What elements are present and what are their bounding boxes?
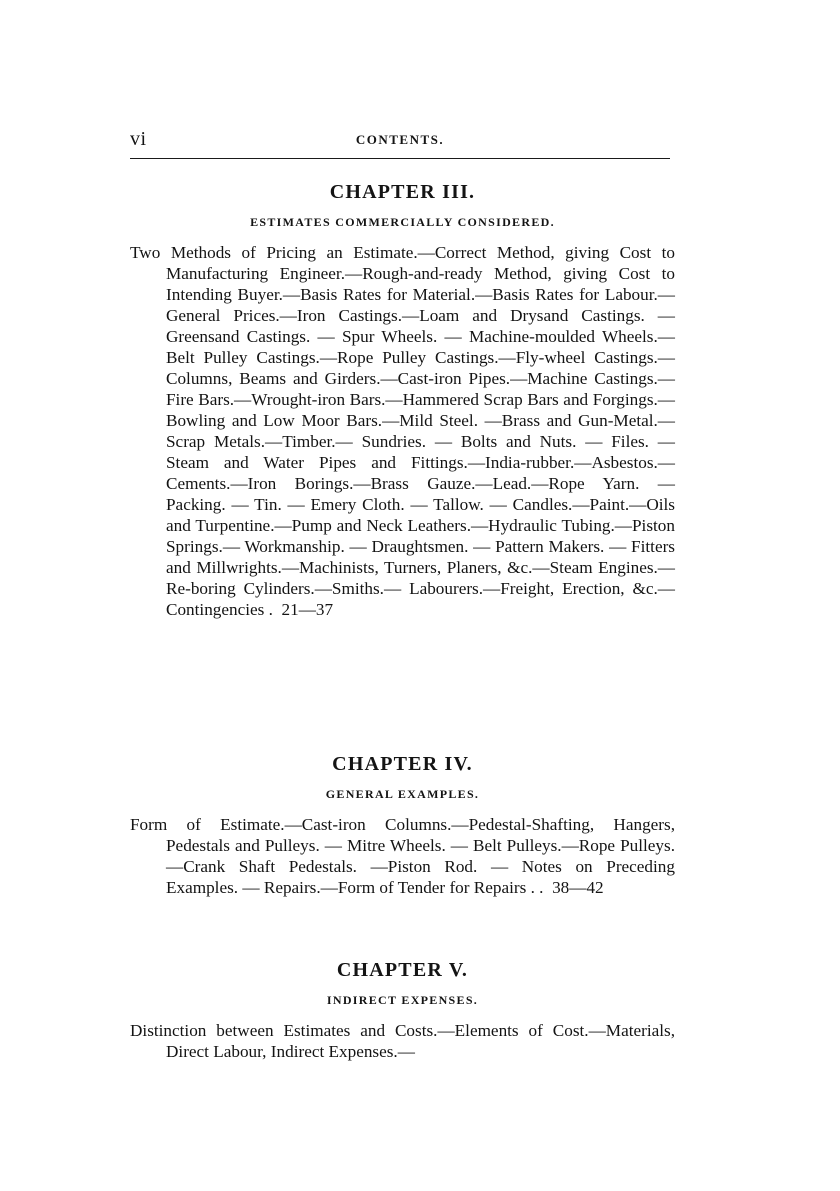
chapter-subtitle: GENERAL EXAMPLES.	[325, 787, 480, 801]
header-rule	[130, 158, 670, 159]
chapter-iv-entry	[130, 752, 675, 898]
page-header	[130, 128, 670, 154]
running-head: CONTENTS.	[355, 132, 445, 147]
page-range: 21—37	[281, 600, 334, 619]
chapter-v-entry	[130, 958, 675, 1062]
page-range: 38—42	[552, 878, 604, 897]
chapter-summary-text: Distinction between Estimates and Costs.—Elements of Cost.—Materials, Direct Labour, Indirect Expenses.—	[130, 1021, 675, 1061]
chapter-summary-text: Two Methods of Pricing an Estimate.—Correct Method, giving Cost to Manufacturing Engineer.—Rough-and-ready Method, giving Cost to Intending Buyer.—Basis Rates for Material.—Basis Rates for Labour.—General Prices.—Iron Castings.—Loam and Drysand Castings. — Greensand Castings. — Spur Wheels. — Machine-moulded Wheels.—Belt Pulley Castings.—Rope Pulley Castings.—Fly-wheel Castings.—Columns, Beams and Girders.—Cast-iron Pipes.—Machine Castings.—Fire Bars.—Wrought-iron Bars.—Hammered Scrap Bars and Forgings.—Bowling and Low Moor Bars.—Mild Steel. —Brass and Gun-Metal.—Scrap Metals.—Timber.— Sundries. — Bolts and Nuts. — Files. — Steam and Water Pipes and Fittings.—India-rubber.—Asbestos.— Cements.—Iron Borings.—Brass Gauze.—Lead.—Rope Yarn. — Packing. — Tin. — Emery Cloth. — Tallow. — Candles.—Paint.—Oils and Turpentine.—Pump and Neck Leathers.—Hydraulic Tubing.—Piston Springs.— Workmanship. — Draughtsmen. — Pattern Makers. — Fitters and Millwrights.—Machinists, Turners, Planers, &c.—Steam Engines.—Re-boring Cylinders.—Smiths.— Labourers.—Freight, Erection, &c.—Contingencies .	[130, 243, 675, 619]
chapter-title: CHAPTER V.	[336, 959, 469, 981]
chapter-title: CHAPTER III.	[329, 181, 476, 203]
chapter-subtitle: ESTIMATES COMMERCIALLY CONSIDERED.	[250, 215, 555, 229]
chapter-summary	[130, 1020, 675, 1062]
chapter-summary	[130, 814, 675, 898]
chapter-subtitle: INDIRECT EXPENSES.	[326, 993, 479, 1007]
chapter-summary-text: Form of Estimate.—Cast-iron Columns.—Pedestal-Shafting, Hangers, Pedestals and Pulleys. — Mitre Wheels. — Belt Pulleys.—Rope Pulleys.—Crank Shaft Pedestals. —Piston Rod. — Notes on Preceding Examples. — Repairs.—Form of Tender for Repairs . .	[130, 815, 675, 897]
chapter-title: CHAPTER IV.	[332, 753, 473, 775]
chapter-summary	[130, 242, 675, 620]
page-number: vi	[130, 128, 147, 150]
chapter-iii-entry	[130, 180, 675, 620]
